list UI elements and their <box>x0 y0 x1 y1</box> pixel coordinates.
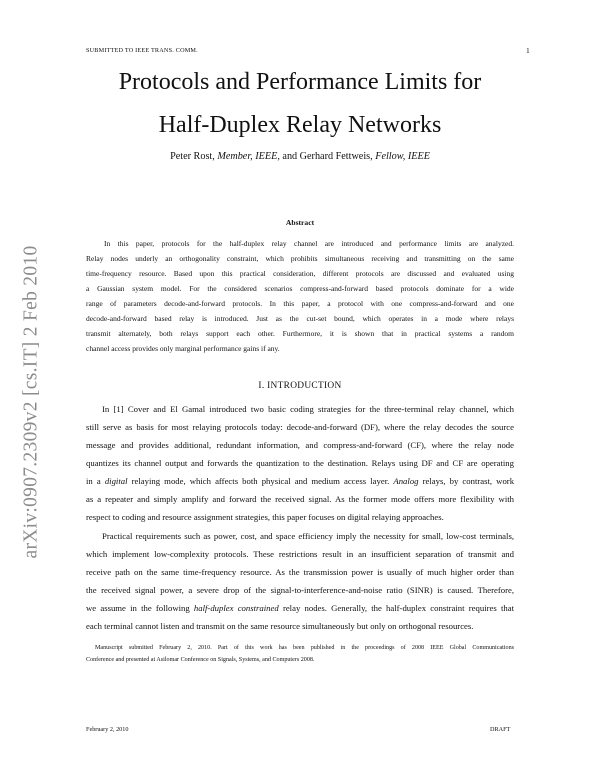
footnote-line: Conference and presented at Asilomar Conference on Signals, Systems, and Computers 2008. <box>86 657 315 663</box>
body-line: receive path on the same time-frequency resource. As the transmission power is usually of much higher order than <box>86 567 514 577</box>
body-text: in a <box>86 476 101 486</box>
abstract-line: range of parameters decode-and-forward protocols. In this paper, a protocol with one compress-and-forward and one <box>86 299 514 308</box>
body-line: the received signal power, a severe drop of the signal-to-interference-and-noise ratio (SINR) is caused. Therefore, <box>86 585 514 595</box>
arxiv-stamp-text: arXiv:0907.2309v2 [cs.IT] 2 Feb 2010 <box>20 245 42 559</box>
footer-date: February 2, 2010 <box>86 726 129 733</box>
body-line: respect to coding and resource assignment strategies, this paper focuses on digital relaying approaches. <box>86 512 444 522</box>
author-connector: and Gerhard Fettweis, <box>282 151 373 162</box>
footer-draft-label: DRAFT <box>490 726 511 733</box>
running-header: SUBMITTED TO IEEE TRANS. COMM. <box>86 47 198 54</box>
body-line: each terminal cannot listen and transmit on the same resource simultaneously but only on orthogonal resources. <box>86 621 474 631</box>
arxiv-stamp <box>20 203 42 601</box>
author-line <box>60 151 540 162</box>
emphasis-half-duplex: half-duplex constrained <box>193 603 279 613</box>
paper-title-line-1: Protocols and Performance Limits for <box>118 69 482 95</box>
abstract-heading: Abstract <box>285 218 315 227</box>
body-text: relays, by contrast, work <box>422 476 515 486</box>
abstract-line: In this paper, protocols for the half-duplex relay channel are introduced and performance limits are analyzed. <box>104 239 514 248</box>
body-line: still serve as basis for most relaying protocols today: decode-and-forward (DF), where the relay decodes the source <box>86 422 514 432</box>
body-line: In [1] Cover and El Gamal introduced two basic coding strategies for the three-terminal relay channel, which <box>102 404 514 414</box>
body-text: we assume in the following <box>86 603 190 613</box>
author-2-role: Fellow, IEEE <box>375 151 430 162</box>
author-1-name: Peter Rost, <box>170 151 215 162</box>
page-number: 1 <box>526 46 530 55</box>
body-text: relay nodes. Generally, the half-duplex constraint requires that <box>282 603 514 613</box>
emphasis-digital: digital <box>104 476 128 486</box>
body-line <box>86 604 514 613</box>
body-line <box>86 477 514 486</box>
abstract-line: Relay nodes underly an orthogonality constraint, which prohibits simultaneous receiving and transmitting on the same <box>86 254 514 263</box>
body-line: which implement low-complexity protocols. These restrictions result in an insufficient separation of transmit and <box>86 549 514 559</box>
body-line: quantizes its channel output and forwards the quantization to the destination. Relays using DF and CF are operating <box>86 458 514 468</box>
paper-title-line-2: Half-Duplex Relay Networks <box>158 112 442 138</box>
abstract-line: a Gaussian system model. For the considered scenarios compress-and-forward based protocols dominate for a wide <box>86 284 514 293</box>
body-line: Practical requirements such as power, cost, and space efficiency imply the necessity for small, low-cost terminals, <box>102 531 514 541</box>
footnote-line: Manuscript submitted February 2, 2010. Part of this work has been published in the proceedings of 2008 IEEE Global Communications <box>95 645 514 651</box>
abstract-line: decode-and-forward based relay is introduced. Just as the cut-set bound, which operates in a mode where relays <box>86 314 514 323</box>
abstract-line: channel access provides only marginal performance gains if any. <box>86 344 280 353</box>
abstract-line: transmit alternately, both relays support each other. Furthermore, it is shown that in practical systems a random <box>86 329 514 338</box>
body-line: as a repeater and simply amplify and forward the received signal. As the former mode offers more flexibility with <box>86 494 514 504</box>
author-1-role: Member, IEEE, <box>217 151 280 162</box>
body-line: message and provides additional, redundant information, and compress-and-forward (CF), where the relay node <box>86 440 514 450</box>
abstract-line: time-frequency resource. Based upon this practical consideration, different protocols are discussed and evaluated using <box>86 269 514 278</box>
section-heading-introduction: I. INTRODUCTION <box>258 381 342 391</box>
emphasis-analog: Analog <box>393 476 419 486</box>
body-text: relaying mode, which affects both physical and medium access layer. <box>131 476 390 486</box>
